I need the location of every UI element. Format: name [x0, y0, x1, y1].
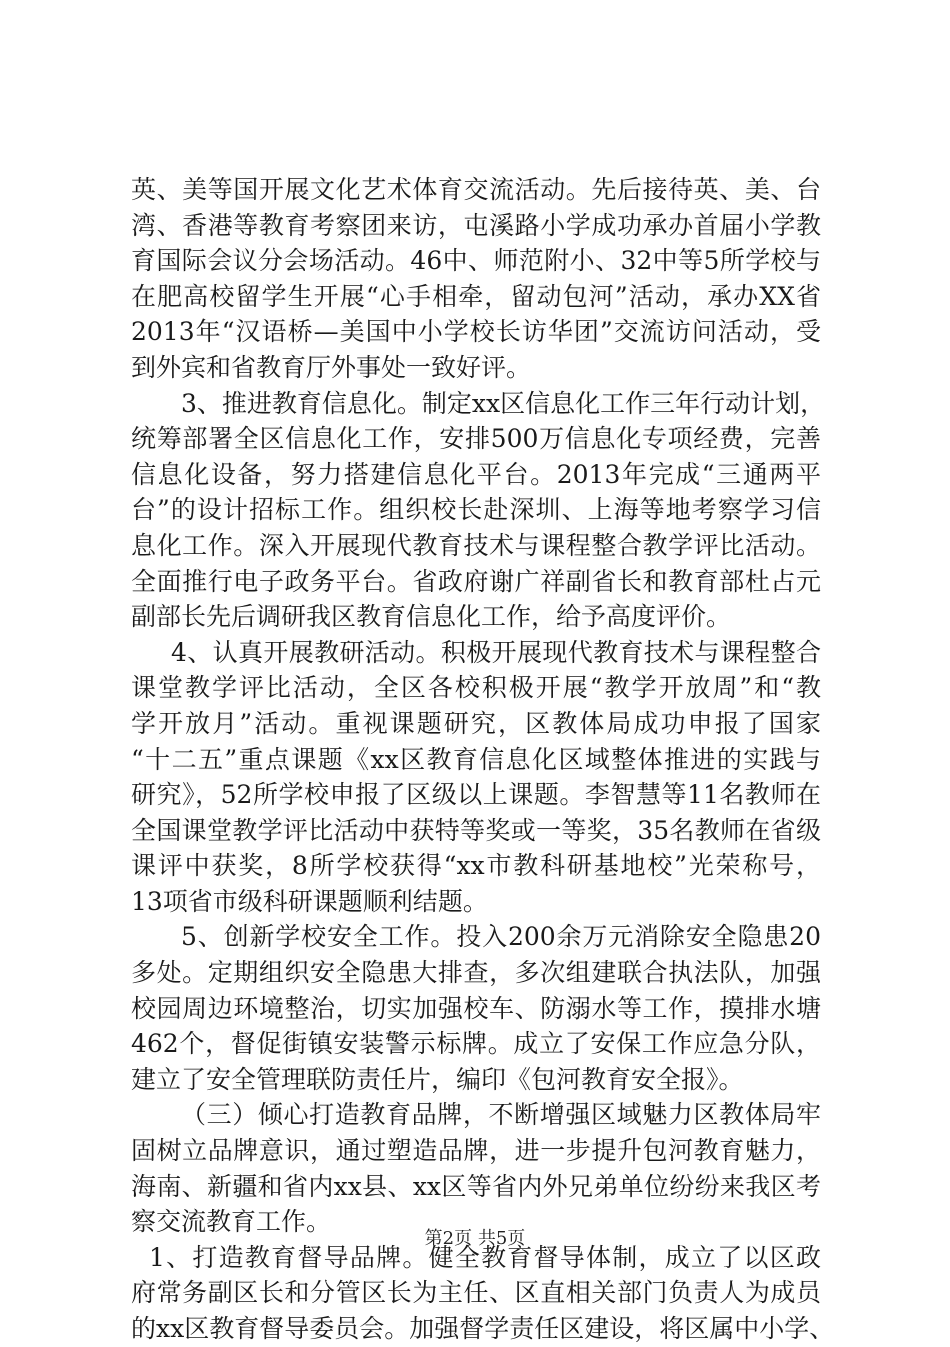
paragraph-line: 统筹部署全区信息化工作，安排500万信息化专项经费，完善 — [131, 424, 821, 454]
paragraph-line: 英、美等国开展文化艺术体育交流活动。先后接待英、美、台 — [131, 175, 821, 204]
section-heading-line: 4、认真开展教研活动。积极开展现代教育技术与课程整合 — [171, 637, 821, 667]
paragraph-line: 课评中获奖，8所学校获得“xx市教科研基地校”光荣称号， — [131, 851, 821, 881]
section-heading-line: 5、创新学校安全工作。投入200余万元消除安全隐患20 — [181, 922, 821, 952]
paragraph-line: 校园周边环境整治，切实加强校车、防溺水等工作，摸排水塘 — [131, 993, 821, 1023]
paragraph-line: 全面推行电子政务平台。省政府谢广祥副省长和教育部杜占元 — [131, 566, 821, 596]
paragraph-line: 在肥高校留学生开展“心手相牵，留动包河”活动，承办XX省 — [131, 281, 821, 311]
paragraph-line: 湾、香港等教育考察团来访，屯溪路小学成功承办首届小学教 — [131, 210, 821, 240]
page-number: 第2页 共5页 — [424, 1228, 526, 1249]
paragraph-line: 的xx区教育督导委员会。加强督学责任区建设，将区属中小学、 — [131, 1314, 835, 1343]
paragraph-line: 多处。定期组织安全隐患大排查，多次组建联合执法队，加强 — [131, 958, 821, 988]
paragraph-line: 学开放月”活动。重视课题研究，区教体局成功申报了国家 — [131, 708, 821, 738]
paragraph-line: 2013年“汉语桥—美国中小学校长访华团”交流访问活动，受 — [131, 317, 821, 347]
paragraph-line: 育国际会议分会场活动。46中、师范附小、32中等5所学校与 — [131, 246, 821, 276]
paragraph-line: 13项省市级科研课题顺利结题。 — [131, 886, 488, 916]
document-body — [131, 172, 835, 1347]
paragraph-line: 海南、新疆和省内xx县、xx区等省内外兄弟单位纷纷来我区考 — [131, 1171, 821, 1201]
section-heading-line: 3、推进教育信息化。制定xx区信息化工作三年行动计划， — [181, 388, 826, 418]
paragraph-line: 察交流教育工作。 — [131, 1207, 332, 1237]
paragraph-line: 全国课堂教学评比活动中获特等奖或一等奖，35名教师在省级 — [131, 815, 821, 845]
paragraph-line: 462个，督促街镇安装警示标牌。成立了安保工作应急分队， — [131, 1029, 821, 1059]
paragraph-line: 息化工作。深入开展现代教育技术与课程整合教学评比活动。 — [131, 530, 821, 560]
paragraph-line: 研究》，52所学校申报了区级以上课题。李智慧等11名教师在 — [131, 780, 821, 810]
paragraph-line: “十二五”重点课题《xx区教育信息化区域整体推进的实践与 — [131, 744, 821, 774]
paragraph-line: 副部长先后调研我区教育信息化工作，给予高度评价。 — [131, 602, 732, 632]
paragraph-line: 信息化设备，努力搭建信息化平台。2013年完成“三通两平 — [131, 459, 821, 489]
section-heading-line: 1、打造教育督导品牌。健全教育督导体制，成立了以区政 — [149, 1242, 821, 1272]
paragraph-line: 府常务副区长和分管区长为主任、区直相关部门负责人为成员 — [131, 1278, 821, 1308]
section-heading-line: （三）倾心打造教育品牌，不断增强区域魅力区教体局牢 — [181, 1100, 821, 1130]
page-footer — [0, 1227, 950, 1251]
paragraph-line: 台”的设计招标工作。组织校长赴深圳、上海等地考察学习信 — [131, 495, 821, 525]
paragraph-line: 固树立品牌意识，通过塑造品牌，进一步提升包河教育魅力， — [131, 1136, 821, 1166]
paragraph-line: 到外宾和省教育厅外事处一致好评。 — [131, 352, 532, 382]
paragraph-line: 建立了安全管理联防责任片，编印《包河教育安全报》。 — [131, 1064, 744, 1094]
paragraph-line: 课堂教学评比活动，全区各校积极开展“教学开放周”和“教 — [131, 673, 821, 703]
